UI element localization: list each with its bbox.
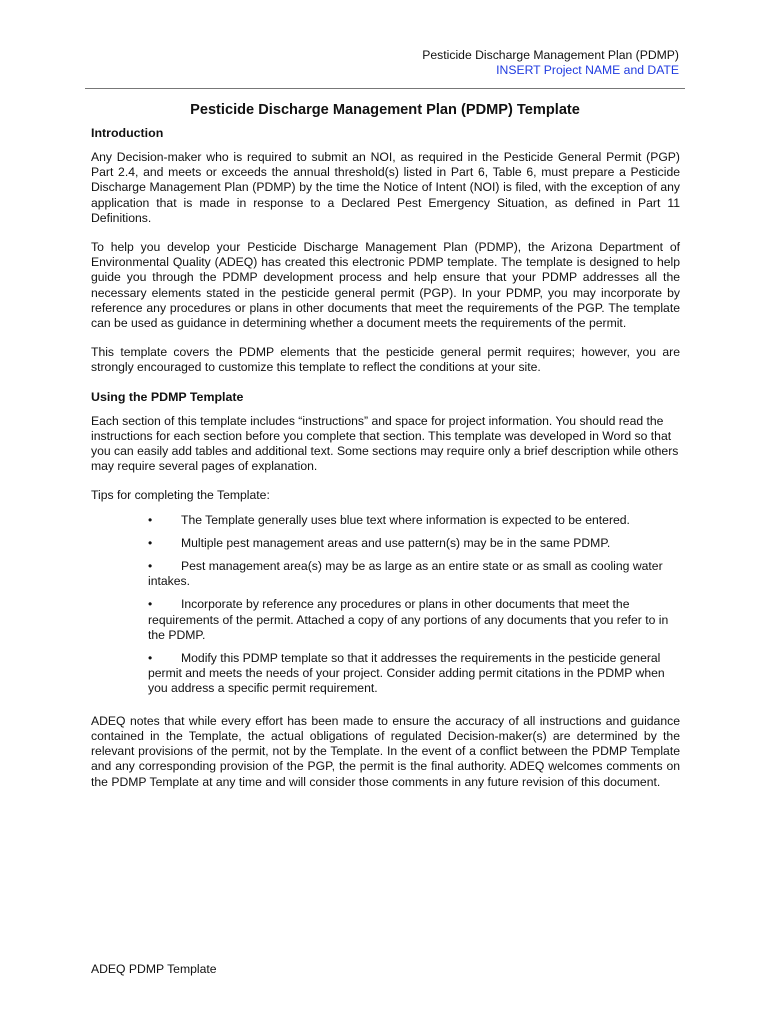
introduction-heading: Introduction: [91, 126, 164, 140]
bullet-icon: •: [148, 512, 153, 527]
tips-list: [91, 513, 680, 697]
tip-text: Pest management area(s) may be as large as an entire state or as small as cooling water intakes.: [148, 559, 663, 589]
tip-text: The Template generally uses blue text where information is expected to be entered.: [181, 512, 630, 527]
page-header: [422, 48, 679, 78]
header-doc-title: Pesticide Discharge Management Plan (PDMP): [422, 48, 679, 62]
bullet-icon: •: [148, 651, 153, 666]
list-item: [91, 559, 680, 589]
header-project-placeholder: INSERT Project NAME and DATE: [496, 63, 679, 77]
tips-intro: Tips for completing the Template:: [91, 488, 270, 503]
list-item: [91, 651, 680, 697]
document-title: Pesticide Discharge Management Plan (PDMP) Template: [190, 102, 580, 118]
tip-text: Multiple pest management areas and use pattern(s) may be in the same PDMP.: [181, 535, 611, 550]
list-item: [91, 597, 680, 643]
page-footer: ADEQ PDMP Template: [91, 962, 217, 976]
introduction-paragraph-1: Any Decision-maker who is required to submit an NOI, as required in the Pesticide General Permit (PGP) Part 2.4, and meets or exceeds the annual threshold(s) listed in Part 6, Table 6, must prepare a Pesticide Discharge Management Plan (PDMP) by the time the Notice of Intent (NOI) is filed, with the exception of any application that is made in response to a Declared Pest Emergency Situation, as defined in Part 11 Definitions.: [91, 150, 680, 225]
bullet-icon: •: [148, 535, 153, 550]
tip-text: Incorporate by reference any procedures or plans in other documents that meet the requirements of the permit. Attached a copy of any portions of any documents that you refer to in the PDMP.: [148, 597, 669, 642]
bullet-icon: •: [148, 597, 153, 612]
tip-text: Modify this PDMP template so that it addresses the requirements in the pesticide general permit and meets the needs of your project. Consider adding permit citations in the PDMP when you address a specific permit requirement.: [148, 651, 665, 696]
using-template-heading: Using the PDMP Template: [91, 389, 244, 404]
bullet-icon: •: [148, 559, 153, 574]
list-item: [91, 513, 680, 528]
closing-paragraph: ADEQ notes that while every effort has been made to ensure the accuracy of all instructions and guidance contained in the Template, the actual obligations of regulated Decision-maker(s) are determined by the relevant provisions of the permit, not by the Template. In the event of a conflict between the PDMP Template and any corresponding provision of the PGP, the permit is the final authority. ADEQ welcomes comments on the PDMP Template at any time and will consider those comments in any future revision of this document.: [91, 713, 680, 789]
list-item: [91, 536, 680, 551]
using-template-paragraph: Each section of this template includes “instructions” and space for project information. You should read the instructions for each section before you complete that section. This template was developed in Word so that you can easily add tables and additional text. Some sections may require only a brief description while others may require several pages of explanation.: [91, 413, 679, 474]
introduction-paragraph-2: To help you develop your Pesticide Discharge Management Plan (PDMP), the Arizona Department of Environmental Quality (ADEQ) has created this electronic PDMP template. The template is designed to help guide you through the PDMP development process and help ensure that your PDMP addresses all the necessary elements stated in the pesticide general permit (PGP). In your PDMP, you may incorporate by reference any procedures or plans in other documents that meet the requirements of the PGP. The template can be used as guidance in determining whether a document meets the requirements of the permit.: [91, 240, 680, 331]
introduction-paragraph-3: This template covers the PDMP elements that the pesticide general permit requires; however, you are strongly encouraged to customize this template to reflect the conditions at your site.: [91, 345, 680, 375]
document-body: [91, 125, 680, 790]
header-divider: [85, 88, 685, 89]
